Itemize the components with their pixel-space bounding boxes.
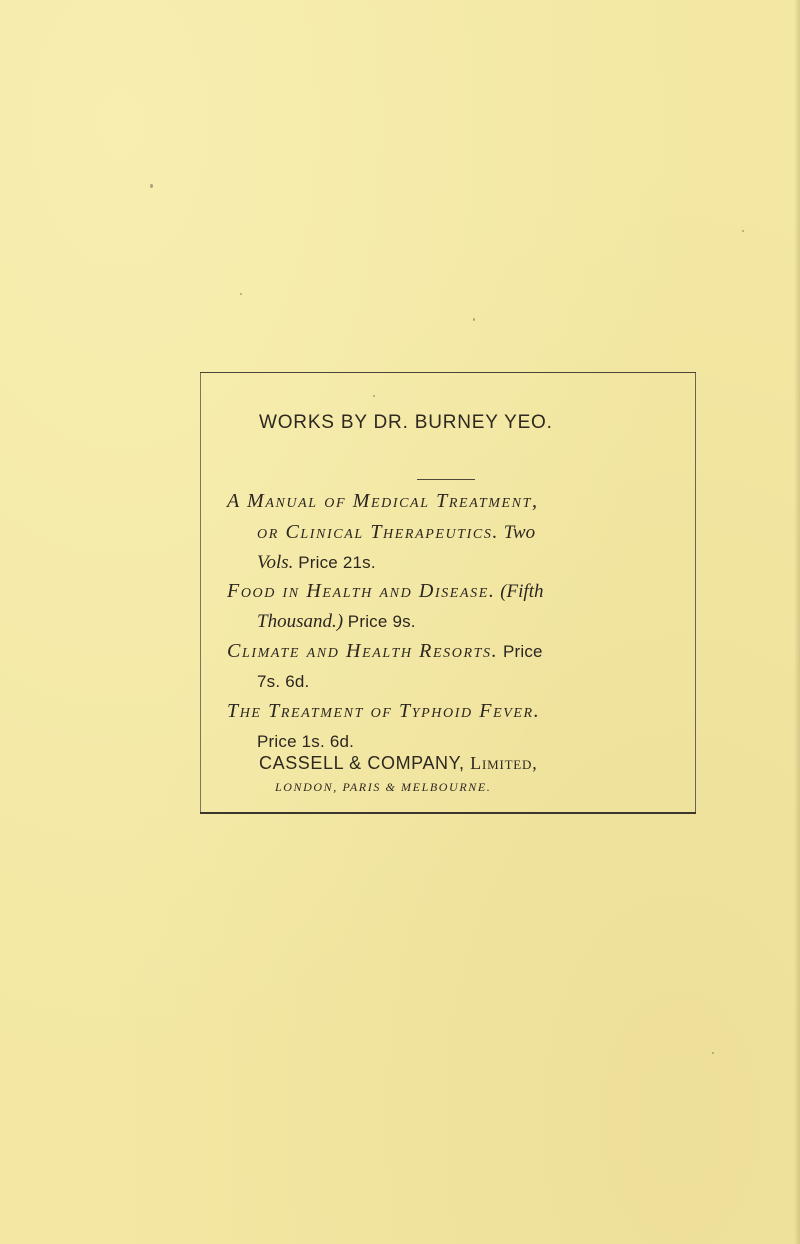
book-price: 7s. 6d. [257,672,310,691]
box-bottom-rule [200,812,696,814]
book-price-label: Price [502,642,543,661]
entry-title-line [227,576,687,607]
entry-title-line [227,696,687,727]
book-price: Price 21s. [298,553,376,572]
entry-price-line [227,667,687,697]
advertisement-box [200,372,696,814]
book-title: Food in Health and Disease. [227,580,496,602]
book-title: A Manual of Medical Treatment, [227,490,539,512]
publisher-limited: Limited, [470,753,538,773]
edition-note: (Fifth [500,581,544,602]
book-price: Price 1s. 6d. [257,732,355,751]
book-title: Climate and Health Resorts. [227,640,499,662]
book-price: Price 9s. [347,612,416,631]
entry-title-line [227,636,687,667]
heading-divider [417,479,475,480]
entry-price-line [227,607,687,637]
entry-price-line [227,548,687,578]
entry-title-line [227,486,687,517]
edition-note-continued: Thousand.) [257,611,344,632]
book-entry-medical-treatment [227,486,687,578]
book-subtitle: or Clinical Therapeutics. [257,521,500,543]
page-heading: WORKS BY DR. BURNEY YEO. [259,412,553,433]
book-entry-food [227,576,687,637]
book-entry-typhoid [227,696,687,757]
publisher-places: LONDON, PARIS & MELBOURNE. [275,780,492,794]
publisher-name [259,753,538,774]
publisher-company: CASSELL & COMPANY, [259,753,465,773]
volume-note: Two [503,522,536,543]
volume-note-continued: Vols. [257,552,294,573]
box-top-rule [200,372,696,373]
book-title: The Treatment of Typhoid Fever. [227,700,541,722]
entry-subtitle-line [227,517,687,548]
page-edge-shadow [794,0,800,1244]
book-entry-climate [227,636,687,697]
